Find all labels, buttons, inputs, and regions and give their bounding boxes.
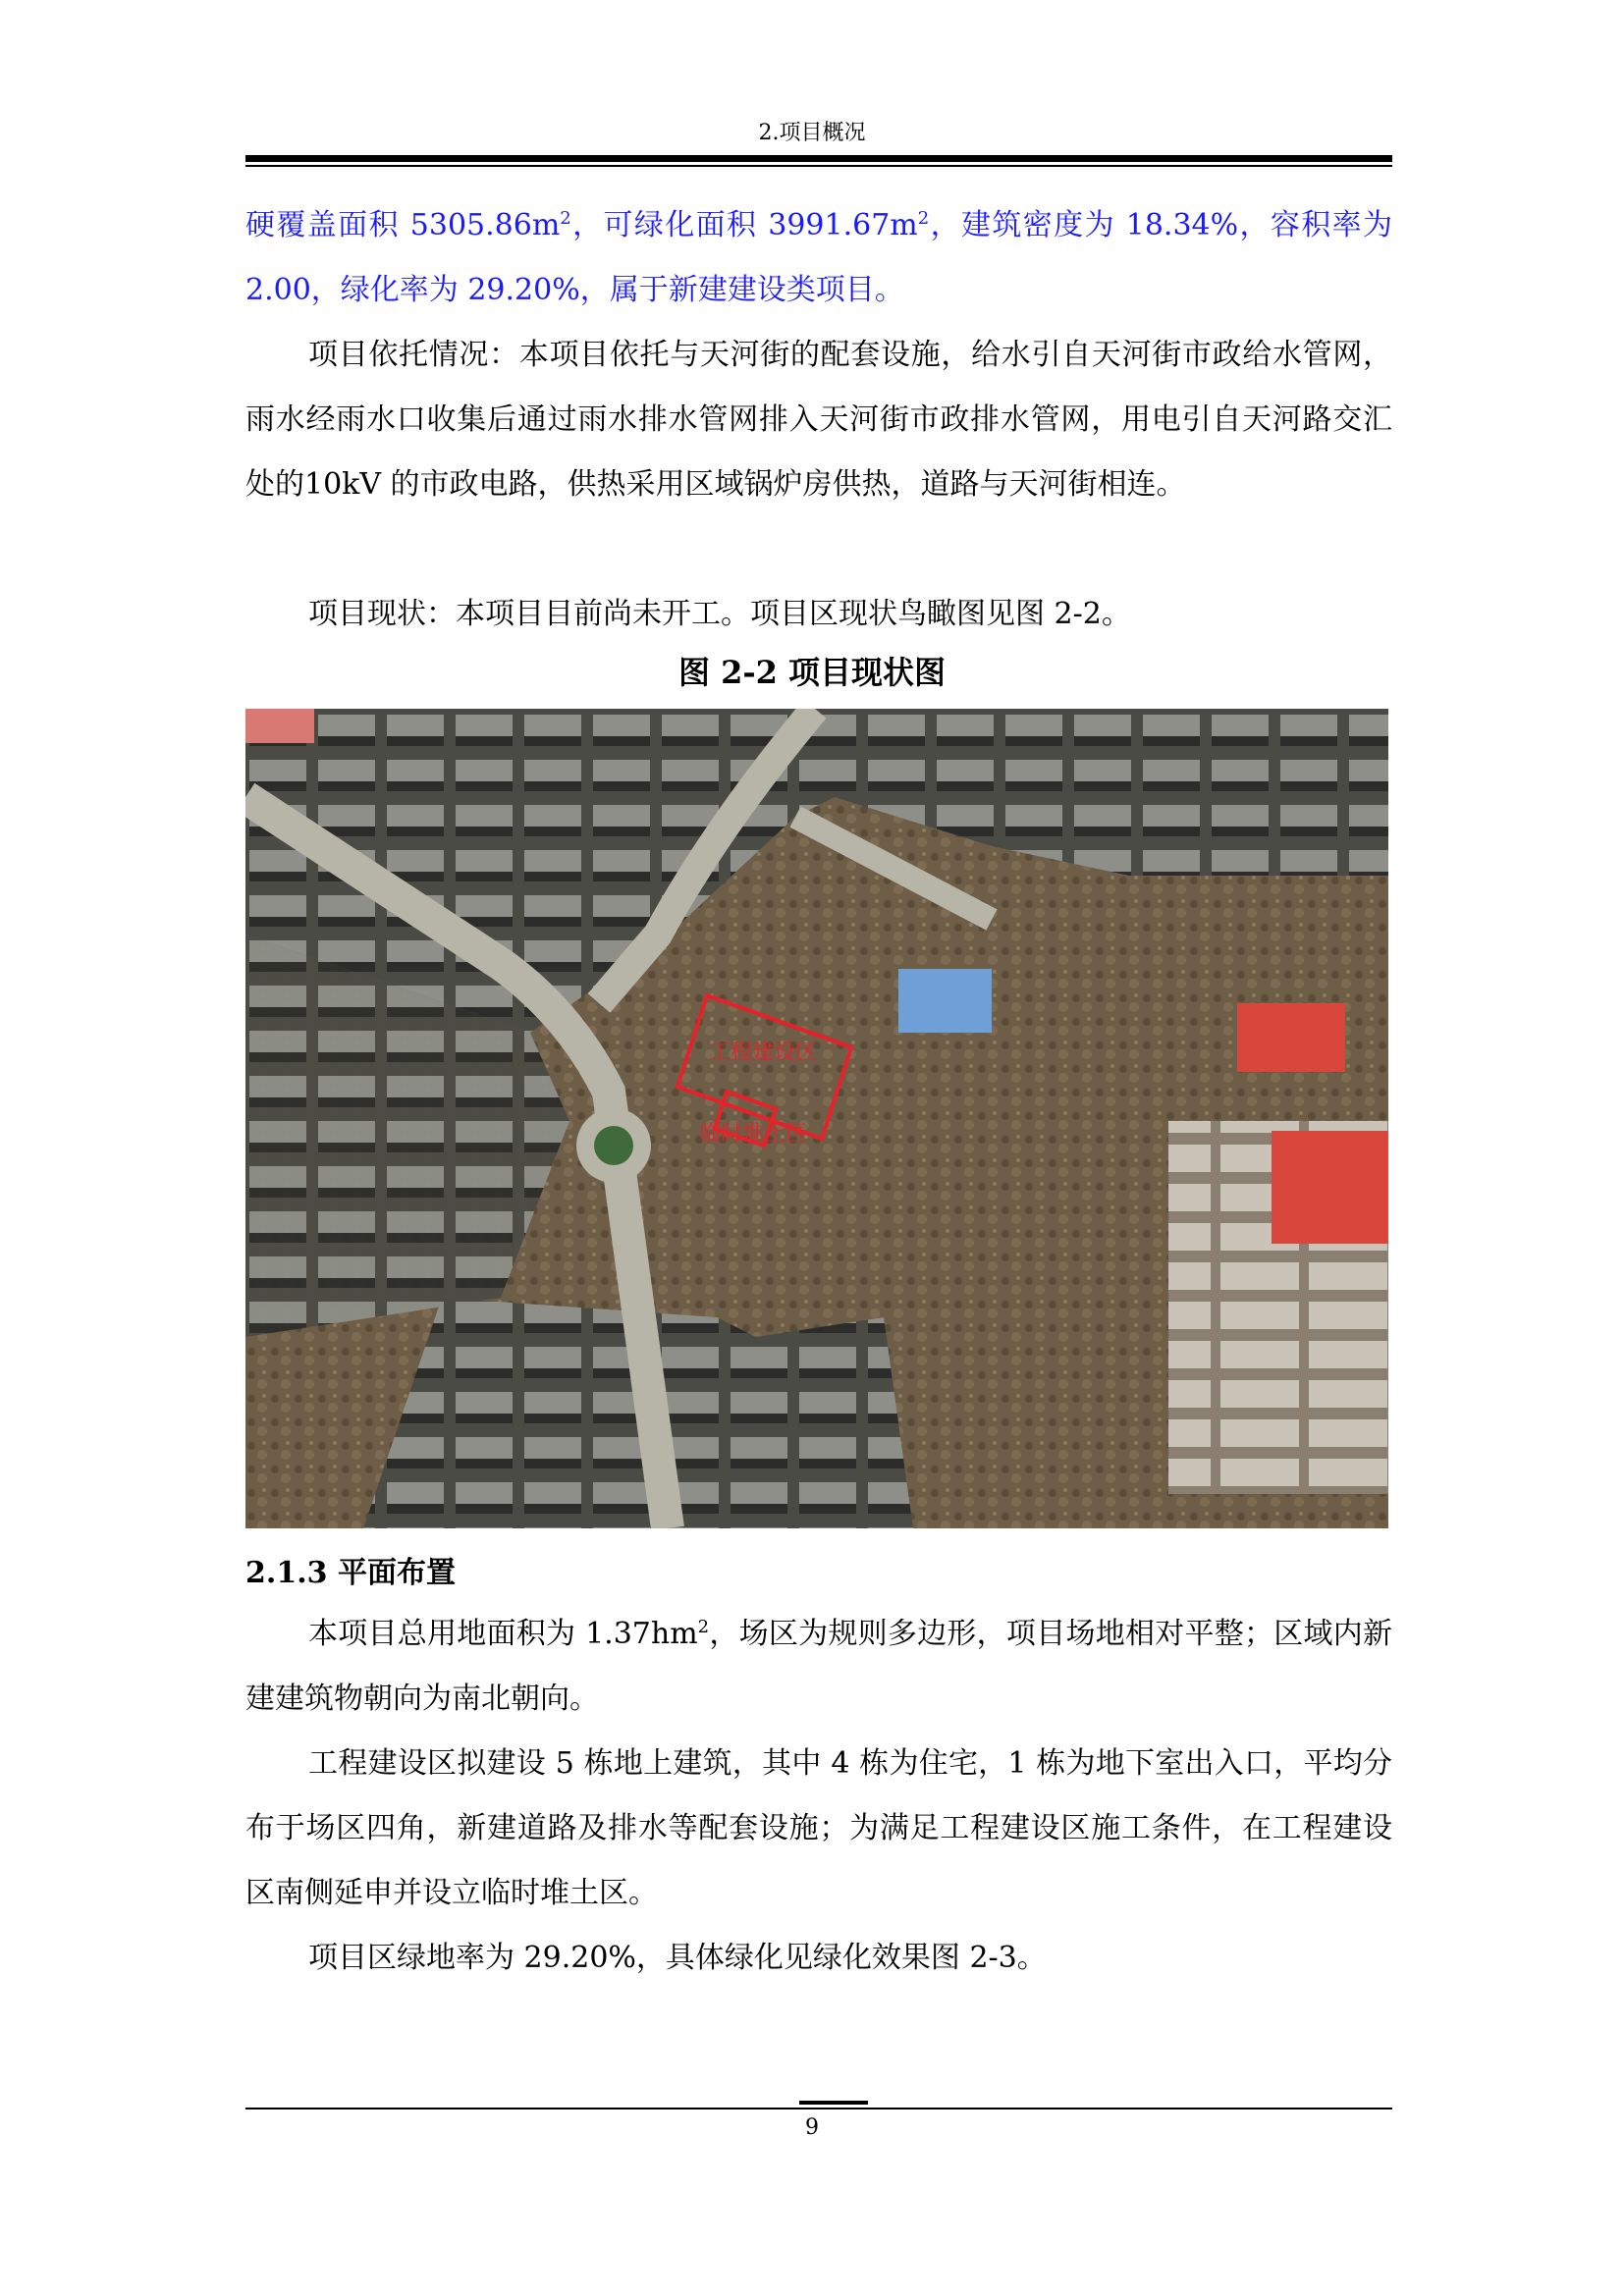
roof-red-northwest: [245, 709, 314, 743]
intro-paragraph-3: 项目现状：本项目目前尚未开工。项目区现状鸟瞰图见图 2-2。: [308, 597, 1131, 631]
figure-title: 图 2-2 项目现状图: [677, 654, 947, 691]
section-paragraph-1: 本项目总用地面积为 $1.37hm^2$，场区为规则多边形，项目场地相对平整；区域内新建建筑物朝向为南北朝向。: [245, 1617, 1393, 1716]
section-heading: 2.1.3 平面布置: [245, 1556, 456, 1590]
section-paragraph-2: 工程建设区拟建设 5 栋地上建筑，其中 4 栋为住宅，1 栋为地下室出入口，平均分布于场区四角，新建道路及排水等配套设施；为满足工程建设区施工条件，在工程建设区南侧延申并设立临时堆土区。: [245, 1746, 1392, 1910]
intro-paragraph-1: 硬覆盖面积 $5305.86m^2$，可绿化面积 $3991.67m^2$，建筑密度为 18.34%，容积率为 2.00，绿化率为 29.20%，属于新建建设类项目。: [245, 208, 1392, 307]
label-temporary-soil-area: 临时堆土区: [699, 1122, 808, 1147]
footer-rule-short: [799, 2101, 868, 2105]
roof-red-east: [1272, 1131, 1388, 1244]
page-number: 9: [805, 2115, 819, 2140]
intro-paragraph-2: 项目依托情况：本项目依托与天河街的配套设施，给水引自天河街市政给水管网，雨水经雨水口收集后通过雨水排水管网排入天河街市政排水管网，用电引自天河路交汇处的10kV 的市政电路，供热采用区域锅炉房供热，道路与天河街相连。: [245, 338, 1392, 502]
aerial-photo: [245, 709, 1388, 1528]
roof-red-northeast: [1237, 1003, 1345, 1072]
section-paragraph-3: 项目区绿地率为 29.20%，具体绿化见绿化效果图 2-3。: [308, 1941, 1047, 1975]
roundabout-center: [594, 1126, 633, 1165]
footer-rule: [245, 2108, 1392, 2109]
header-rule-thick: [245, 155, 1392, 162]
blue-roof-building: [898, 969, 992, 1033]
label-construction-area: 工程建设区: [709, 1041, 818, 1065]
header-rule-thin: [245, 165, 1392, 167]
running-header: 2.项目概况: [758, 121, 866, 145]
